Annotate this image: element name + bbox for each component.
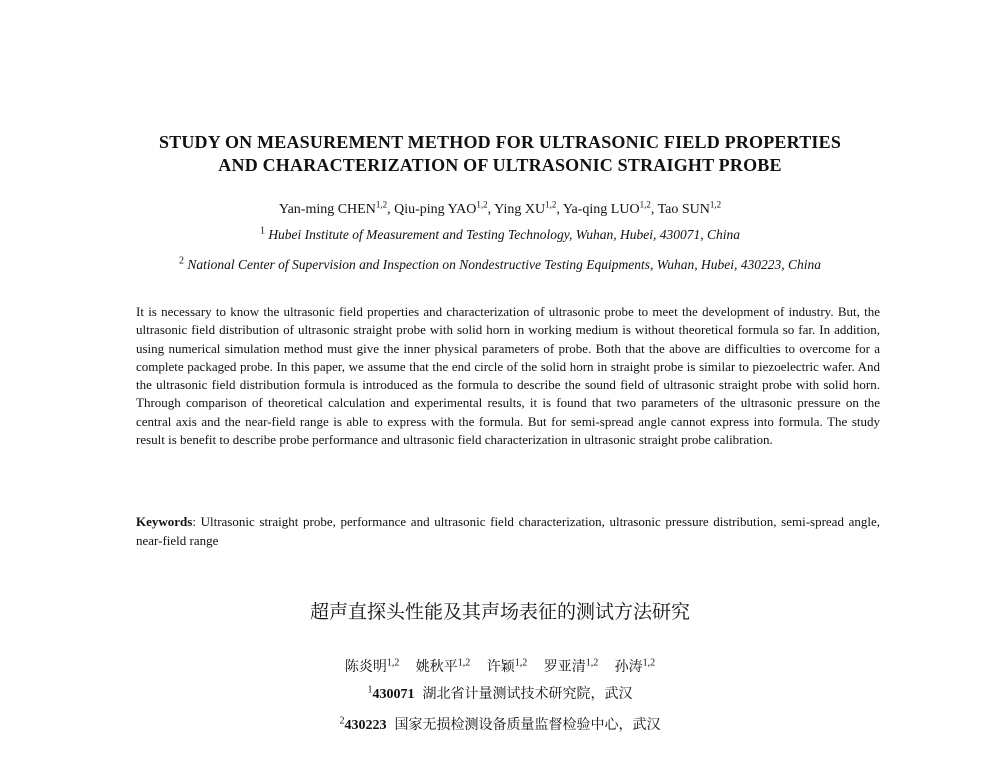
author: Tao SUN$^{1,2}$: [657, 199, 722, 217]
title-line-1: STUDY ON MEASUREMENT METHOD FOR ULTRASONIC FIELD PROPERTIES: [158, 132, 842, 152]
chinese-author: 孙涛$^{1,2}$: [614, 657, 656, 675]
affiliation-2: $^2$ National Center of Supervision and Inspection on Nondestructive Testing Equipments, Wuhan, Hubei, 430223, China: [179, 255, 821, 272]
chinese-affiliation-1: $^1$430071 湖北省计量测试技术研究院，武汉: [367, 684, 633, 702]
abstract: It is necessary to know the ultrasonic field properties and characterization of ultrasonic probe to meet the development of industry. But, the ultrasonic field distribution of ultrasonic straight probe with solid horn in working medium is without theoretical formula so far. In addition, using numerical simulation method must give the inner physical parameters of probe. Both that the above are difficulties to overcome for a complete packaged probe. In this paper, we assume that the end circle of the solid horn in straight probe is similar to piezoelectric wafer. And the ultrasonic field distribution formula is introduced as the formula to describe the sound field of ultrasonic straight probe with solid horn. Through comparison of theoretical calculation and experimental results, it is found that two parameters of the ultrasonic pressure on the central axis and the near-field range is able to express with the formula. But for semi-spread angle cannot express into formula. The study result is benefit to describe probe performance and ultrasonic field characterization in ultrasonic straight probe calibration.: [136, 304, 880, 448]
chinese-author-list: [200, 658, 800, 676]
author: Ying XU$^{1,2}$,: [494, 199, 563, 217]
author: Qiu-ping YAO$^{1,2}$,: [394, 199, 495, 217]
keywords-text: : Ultrasonic straight probe, performance and ultrasonic field characterization, ultrasonic pressure distribution, semi-spread angle, near-field range: [136, 514, 880, 548]
keywords-label: Keywords: [136, 514, 193, 529]
author: Yan-ming CHEN$^{1,2}$,: [278, 199, 395, 217]
author: Ya-qing LUO$^{1,2}$,: [562, 199, 658, 217]
chinese-author: 陈炎明$^{1,2}$: [344, 657, 400, 675]
chinese-author: 许颖$^{1,2}$: [486, 657, 528, 675]
keywords: [136, 513, 880, 550]
chinese-author: 姚秋平$^{1,2}$: [415, 657, 471, 675]
paper-title: [100, 131, 900, 177]
affiliation-1: $^1$ Hubei Institute of Measurement and Testing Technology, Wuhan, Hubei, 430071, China: [259, 225, 741, 242]
chinese-title: 超声直探头性能及其声场表征的测试方法研究: [309, 601, 690, 623]
chinese-author: 罗亚清$^{1,2}$: [543, 657, 599, 675]
author-list: [100, 201, 900, 219]
title-line-2: AND CHARACTERIZATION OF ULTRASONIC STRAIGHT PROBE: [218, 155, 782, 175]
chinese-affiliation-2: $^2$430223 国家无损检测设备质量监督检验中心，武汉: [339, 715, 661, 733]
